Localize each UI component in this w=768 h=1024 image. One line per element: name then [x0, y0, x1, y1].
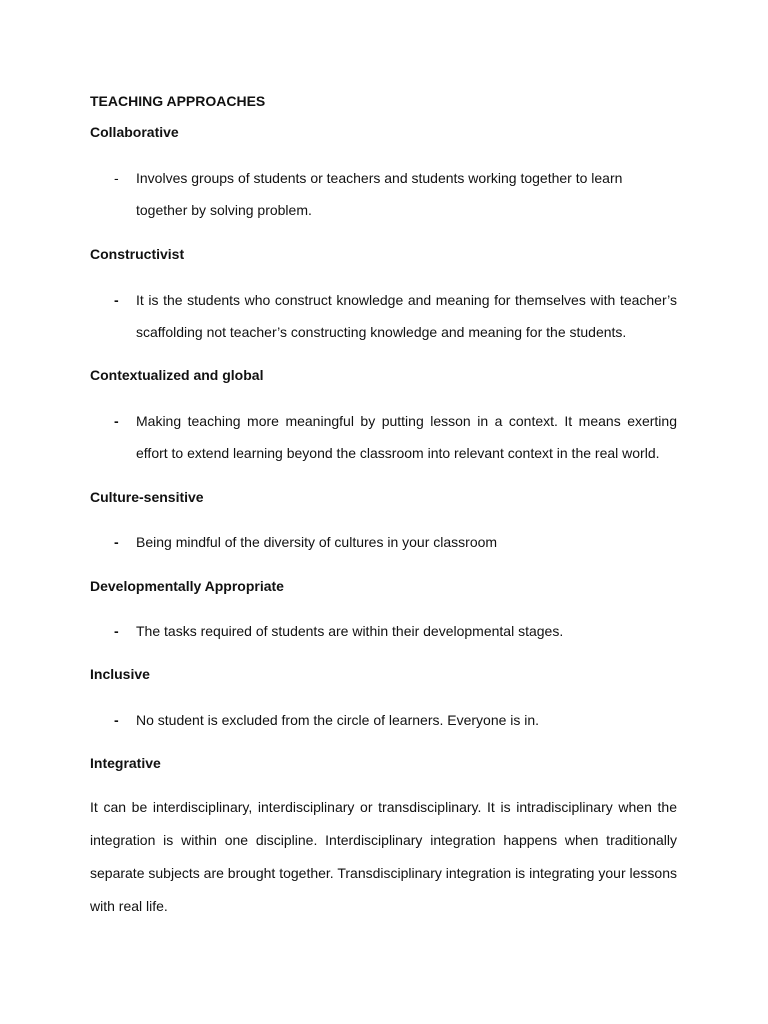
- heading-integrative: Integrative: [90, 755, 161, 771]
- section-heading-developmentally-appropriate: [90, 578, 680, 594]
- bullet-dash: -: [114, 623, 119, 639]
- heading-contextualized: Contextualized and global: [90, 367, 264, 383]
- bullet-text-constructivist: It is the students who construct knowledge and meaning for themselves with teacher’s scaffolding not teacher’s constructing knowledge and meaning for the students.: [136, 292, 677, 340]
- section-heading-contextualized: [90, 367, 680, 383]
- bullet-dash: -: [114, 413, 119, 429]
- bullet-dash: -: [114, 712, 119, 728]
- heading-collaborative: Collaborative: [90, 124, 179, 140]
- section-heading-culture-sensitive: [90, 489, 680, 505]
- bullet-dash: -: [114, 292, 119, 308]
- heading-developmentally-appropriate: Developmentally Appropriate: [90, 578, 284, 594]
- document-title-block: [90, 93, 680, 109]
- bullet-dash: -: [114, 170, 119, 186]
- bullet-text-collaborative: Involves groups of students or teachers and students working together to learn together by solving problem.: [136, 170, 623, 218]
- section-heading-collaborative: [90, 124, 680, 140]
- bullet-text-contextualized: Making teaching more meaningful by putting lesson in a context. It means exerting effort to extend learning beyond the classroom into relevant context in the real world.: [136, 413, 677, 461]
- heading-culture-sensitive: Culture-sensitive: [90, 489, 204, 505]
- bullet-dash: -: [114, 534, 119, 550]
- heading-inclusive: Inclusive: [90, 666, 150, 682]
- bullet-text-culture-sensitive: Being mindful of the diversity of cultures in your classroom: [136, 534, 498, 550]
- section-heading-constructivist: [90, 246, 680, 262]
- paragraph-integrative: It can be interdisciplinary, interdisciplinary or transdisciplinary. It is intradisciplinary when the integration is within one discipline. Interdisciplinary integration happens when traditionally separate subjects are brought together. Transdisciplinary integration is integrating your lessons with real life.: [90, 799, 677, 914]
- bullet-text-inclusive: No student is excluded from the circle of learners. Everyone is in.: [136, 712, 540, 728]
- section-heading-integrative: [90, 755, 680, 771]
- bullet-text-developmentally-appropriate: The tasks required of students are within their developmental stages.: [136, 623, 564, 639]
- heading-constructivist: Constructivist: [90, 246, 185, 262]
- document-title: TEACHING APPROACHES: [90, 93, 266, 109]
- section-heading-inclusive: [90, 666, 680, 682]
